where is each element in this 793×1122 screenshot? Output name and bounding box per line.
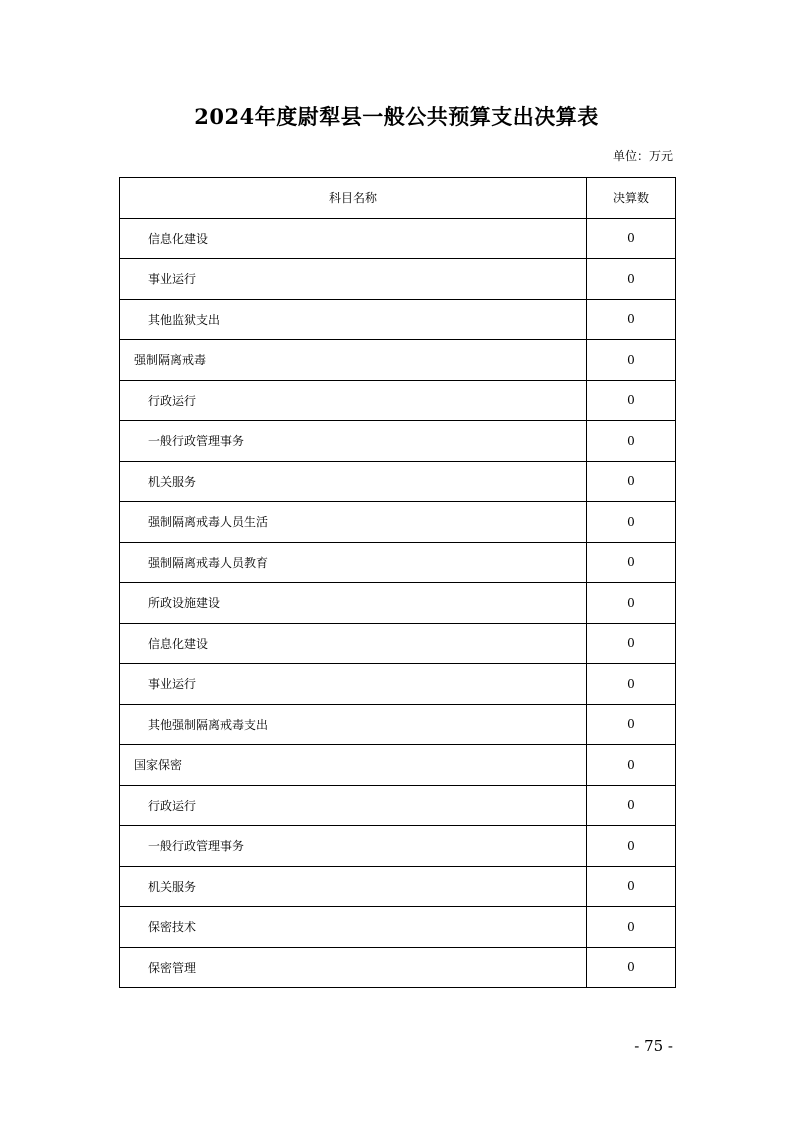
table-row (120, 826, 676, 867)
row-amount: 0 (587, 299, 676, 340)
row-subject-name: 机关服务 (120, 866, 587, 907)
table-row (120, 218, 676, 259)
page-number: - 75 - (634, 1037, 673, 1055)
row-subject-name: 强制隔离戒毒人员教育 (120, 542, 587, 583)
page-title: 2024年度尉犁县一般公共预算支出决算表 (194, 104, 599, 129)
row-amount: 0 (587, 583, 676, 624)
row-amount: 0 (587, 340, 676, 381)
row-subject-name: 机关服务 (120, 461, 587, 502)
table-row (120, 704, 676, 745)
table-row (120, 299, 676, 340)
table-row (120, 502, 676, 543)
table-row (120, 623, 676, 664)
row-subject-name: 其他强制隔离戒毒支出 (120, 704, 587, 745)
row-amount: 0 (587, 623, 676, 664)
row-amount: 0 (587, 947, 676, 988)
row-subject-name: 一般行政管理事务 (120, 421, 587, 462)
budget-table (119, 177, 676, 988)
row-amount: 0 (587, 259, 676, 300)
row-amount: 0 (587, 421, 676, 462)
column-header-name: 科目名称 (120, 178, 587, 219)
row-subject-name: 其他监狱支出 (120, 299, 587, 340)
row-subject-name: 一般行政管理事务 (120, 826, 587, 867)
table-row (120, 664, 676, 705)
table-header-row (120, 178, 676, 219)
table-row (120, 259, 676, 300)
row-amount: 0 (587, 502, 676, 543)
table-row (120, 745, 676, 786)
column-header-amount: 决算数 (587, 178, 676, 219)
row-subject-name: 信息化建设 (120, 623, 587, 664)
row-subject-name: 国家保密 (120, 745, 587, 786)
row-amount: 0 (587, 704, 676, 745)
table-row (120, 340, 676, 381)
row-subject-name: 信息化建设 (120, 218, 587, 259)
row-amount: 0 (587, 218, 676, 259)
row-amount: 0 (587, 826, 676, 867)
table-row (120, 461, 676, 502)
table-row (120, 947, 676, 988)
row-amount: 0 (587, 380, 676, 421)
row-subject-name: 行政运行 (120, 380, 587, 421)
table-row (120, 907, 676, 948)
row-amount: 0 (587, 664, 676, 705)
row-amount: 0 (587, 461, 676, 502)
row-subject-name: 事业运行 (120, 664, 587, 705)
table-row (120, 866, 676, 907)
row-amount: 0 (587, 745, 676, 786)
row-amount: 0 (587, 785, 676, 826)
row-subject-name: 强制隔离戒毒人员生活 (120, 502, 587, 543)
table-body (120, 218, 676, 988)
row-subject-name: 所政设施建设 (120, 583, 587, 624)
row-amount: 0 (587, 542, 676, 583)
row-subject-name: 保密管理 (120, 947, 587, 988)
row-amount: 0 (587, 907, 676, 948)
table-row (120, 583, 676, 624)
table-row (120, 380, 676, 421)
row-subject-name: 行政运行 (120, 785, 587, 826)
row-subject-name: 强制隔离戒毒 (120, 340, 587, 381)
row-amount: 0 (587, 866, 676, 907)
unit-label: 单位：万元 (612, 149, 673, 163)
table-row (120, 421, 676, 462)
table-row (120, 542, 676, 583)
row-subject-name: 保密技术 (120, 907, 587, 948)
row-subject-name: 事业运行 (120, 259, 587, 300)
table-row (120, 785, 676, 826)
